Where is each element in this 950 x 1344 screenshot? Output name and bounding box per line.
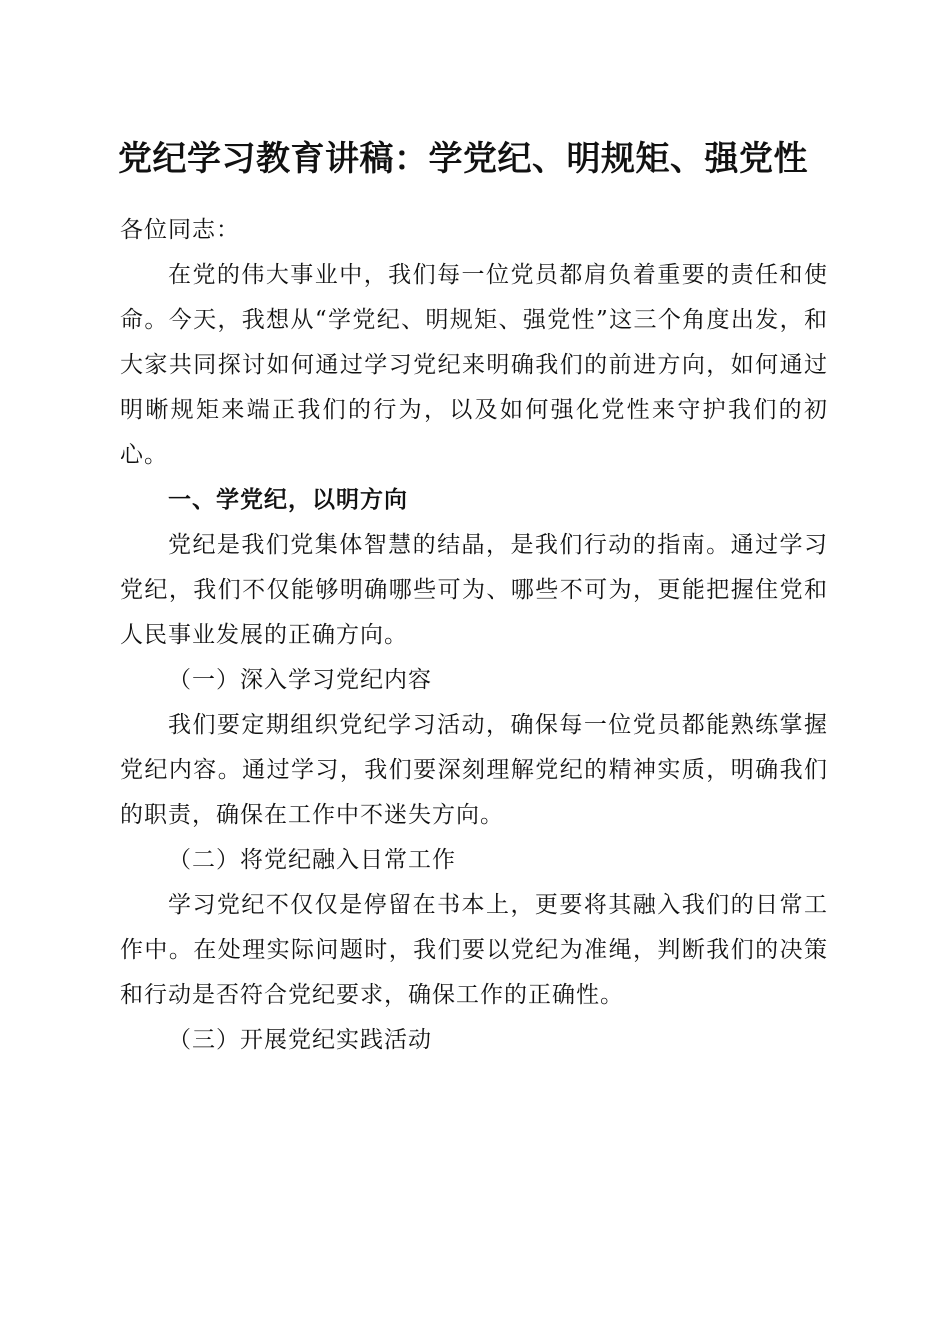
intro-paragraph: 在党的伟大事业中，我们每一位党员都肩负着重要的责任和使命。今天，我想从“学党纪、明规矩、强党性”这三个角度出发，和大家共同探讨如何通过学习党纪来明确我们的前进方向，如何通过明晰规矩来端正我们的行为，以及如何强化党性来守护我们的初心。 bbox=[120, 262, 828, 468]
subsection-heading: （一）深入学习党纪内容 bbox=[168, 667, 432, 693]
subsection-heading: （三）开展党纪实践活动 bbox=[168, 1027, 432, 1053]
subsection-paragraph: 我们要定期组织党纪学习活动，确保每一位党员都能熟练掌握党纪内容。通过学习，我们要深刻理解党纪的精神实质，明确我们的职责，确保在工作中不迷失方向。 bbox=[120, 712, 828, 828]
subsection-heading: （二）将党纪融入日常工作 bbox=[168, 847, 456, 873]
document-body bbox=[120, 208, 828, 1063]
section-heading: 一、学党纪，以明方向 bbox=[168, 487, 408, 513]
subsection-paragraph: 学习党纪不仅仅是停留在书本上，更要将其融入我们的日常工作中。在处理实际问题时，我们要以党纪为准绳，判断我们的决策和行动是否符合党纪要求，确保工作的正确性。 bbox=[120, 892, 828, 1008]
section-paragraph: 党纪是我们党集体智慧的结晶，是我们行动的指南。通过学习党纪，我们不仅能够明确哪些可为、哪些不可为，更能把握住党和人民事业发展的正确方向。 bbox=[120, 532, 828, 648]
salutation: 各位同志： bbox=[120, 217, 240, 243]
document-title: 党纪学习教育讲稿：学党纪、明规矩、强党性 bbox=[118, 139, 808, 179]
